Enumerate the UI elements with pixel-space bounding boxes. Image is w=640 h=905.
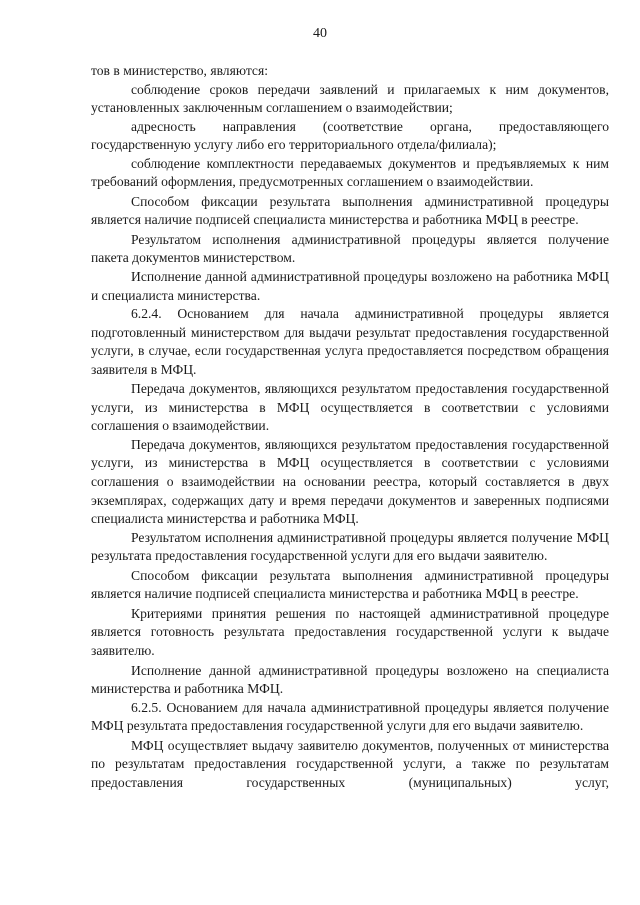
- paragraph: Передача документов, являющихся результатом предоставления государственной услуги, из министерства в МФЦ осуществляется в соответствии с условиями соглашения о взаимодействии на основании реестра, который составляется в двух экземплярах, содержащих дату и время передачи документов и заверенных подписями специалиста министерства и работника МФЦ.: [91, 436, 609, 527]
- paragraph: 6.2.4. Основанием для начала административной процедуры является подготовленный министерством для выдачи результат предоставления государственной услуги, в случае, если государственная услуга предоставляется посредством обращения заявителя в МФЦ.: [91, 306, 609, 377]
- paragraph: Способом фиксации результата выполнения административной процедуры является наличие подписей специалиста министерства и работника МФЦ в реестре.: [91, 193, 609, 228]
- paragraph: 6.2.5. Основанием для начала административной процедуры является получение МФЦ результата предоставления государственной услуги для его выдачи заявителю.: [91, 699, 609, 734]
- paragraph: тов в министерство, являются:: [91, 63, 268, 78]
- paragraph: МФЦ осуществляет выдачу заявителю документов, полученных от министерства по результатам предоставления государственной услуги, а также по результатам предоставления государственных (муниципальных) услуг,: [91, 737, 609, 790]
- paragraph: Критериями принятия решения по настоящей административной процедуре является готовность результата предоставления государственной услуги к выдаче заявителю.: [91, 605, 609, 658]
- paragraph: Способом фиксации результата выполнения административной процедуры является наличие подписей специалиста министерства и работника МФЦ в реестре.: [91, 567, 609, 602]
- paragraph: Результатом исполнения административной процедуры является получение пакета документов министерством.: [91, 231, 609, 266]
- document-body: [91, 62, 609, 792]
- paragraph: Исполнение данной административной процедуры возложено на специалиста министерства и работника МФЦ.: [91, 662, 609, 697]
- paragraph: соблюдение комплектности передаваемых документов и предъявляемых к ним требований оформления, предусмотренных соглашением о взаимодействии.: [91, 155, 609, 190]
- paragraph: соблюдение сроков передачи заявлений и прилагаемых к ним документов, установленных заключенным соглашением о взаимодействии;: [91, 81, 609, 116]
- paragraph: Исполнение данной административной процедуры возложено на работника МФЦ и специалиста министерства.: [91, 269, 609, 303]
- page-number: 40: [313, 26, 327, 41]
- paragraph: Передача документов, являющихся результатом предоставления государственной услуги, из министерства в МФЦ осуществляется в соответствии с условиями соглашения о взаимодействии.: [91, 381, 609, 434]
- paragraph: Результатом исполнения административной процедуры является получение МФЦ результата предоставления государственной услуги для его выдачи заявителю.: [91, 529, 609, 564]
- paragraph: адресность направления (соответствие органа, предоставляющего государственную услугу либо его территориального отдела/филиала);: [91, 118, 609, 153]
